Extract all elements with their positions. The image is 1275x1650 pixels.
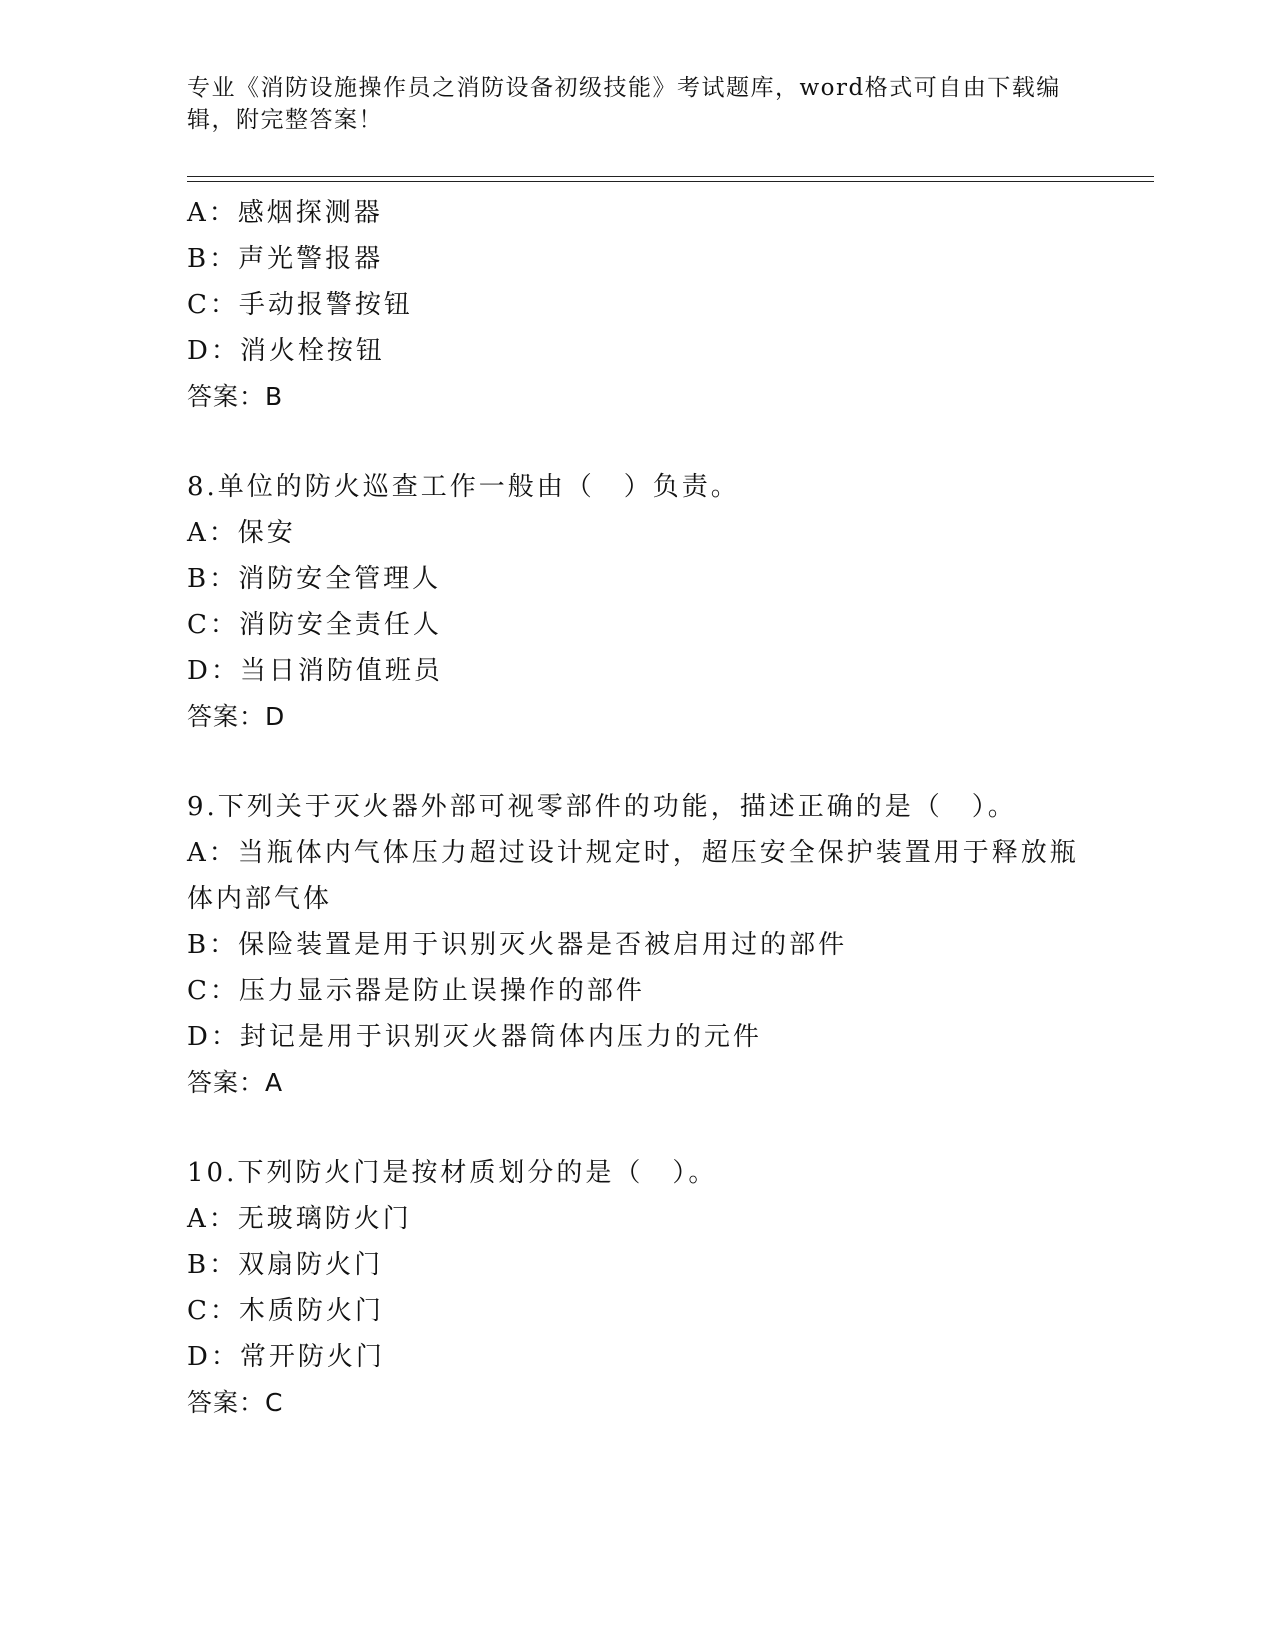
answer: 答案：D (187, 702, 286, 731)
option-c: C：木质防火门 (187, 1296, 384, 1326)
option-d: D：消火栓按钮 (187, 336, 385, 366)
answer: 答案：B (187, 382, 284, 411)
answer: 答案：A (187, 1068, 284, 1097)
option-a: A：当瓶体内气体压力超过设计规定时，超压安全保护装置用于释放瓶体内部气体 (187, 838, 1079, 914)
question-10 (187, 1150, 1087, 1426)
option-c: C：消防安全责任人 (187, 610, 442, 640)
option-c: C：手动报警按钮 (187, 290, 413, 320)
option-a: A：无玻璃防火门 (187, 1204, 412, 1234)
question-text: 9.下列关于灭火器外部可视零部件的功能，描述正确的是（ ）。 (187, 792, 1017, 822)
option-b: B：声光警报器 (187, 244, 384, 274)
option-a: A：感烟探测器 (187, 198, 383, 228)
document-header: 专业《消防设施操作员之消防设备初级技能》考试题库，word格式可自由下载编辑，附完整答案！ (187, 75, 1061, 133)
answer: 答案：C (187, 1388, 284, 1417)
option-d: D：常开防火门 (187, 1342, 385, 1372)
option-d: D：封记是用于识别灭火器筒体内压力的元件 (187, 1022, 762, 1052)
spacer (187, 420, 1087, 464)
option-a: A：保安 (187, 518, 296, 548)
header-divider-top (187, 176, 1154, 177)
option-b: B：保险装置是用于识别灭火器是否被启用过的部件 (187, 930, 848, 960)
spacer (187, 740, 1087, 784)
option-b: B：消防安全管理人 (187, 564, 442, 594)
spacer (187, 1106, 1087, 1150)
header-divider-bottom (187, 181, 1154, 182)
question-8 (187, 464, 1087, 740)
question-text: 8.单位的防火巡查工作一般由（ ）负责。 (187, 472, 740, 502)
option-b: B：双扇防火门 (187, 1250, 384, 1280)
option-d: D：当日消防值班员 (187, 656, 443, 686)
question-text: 10.下列防火门是按材质划分的是（ ）。 (187, 1158, 718, 1188)
option-c: C：压力显示器是防止误操作的部件 (187, 976, 645, 1006)
question-7 (187, 190, 1087, 420)
question-list (187, 190, 1087, 1426)
question-9 (187, 784, 1087, 1106)
